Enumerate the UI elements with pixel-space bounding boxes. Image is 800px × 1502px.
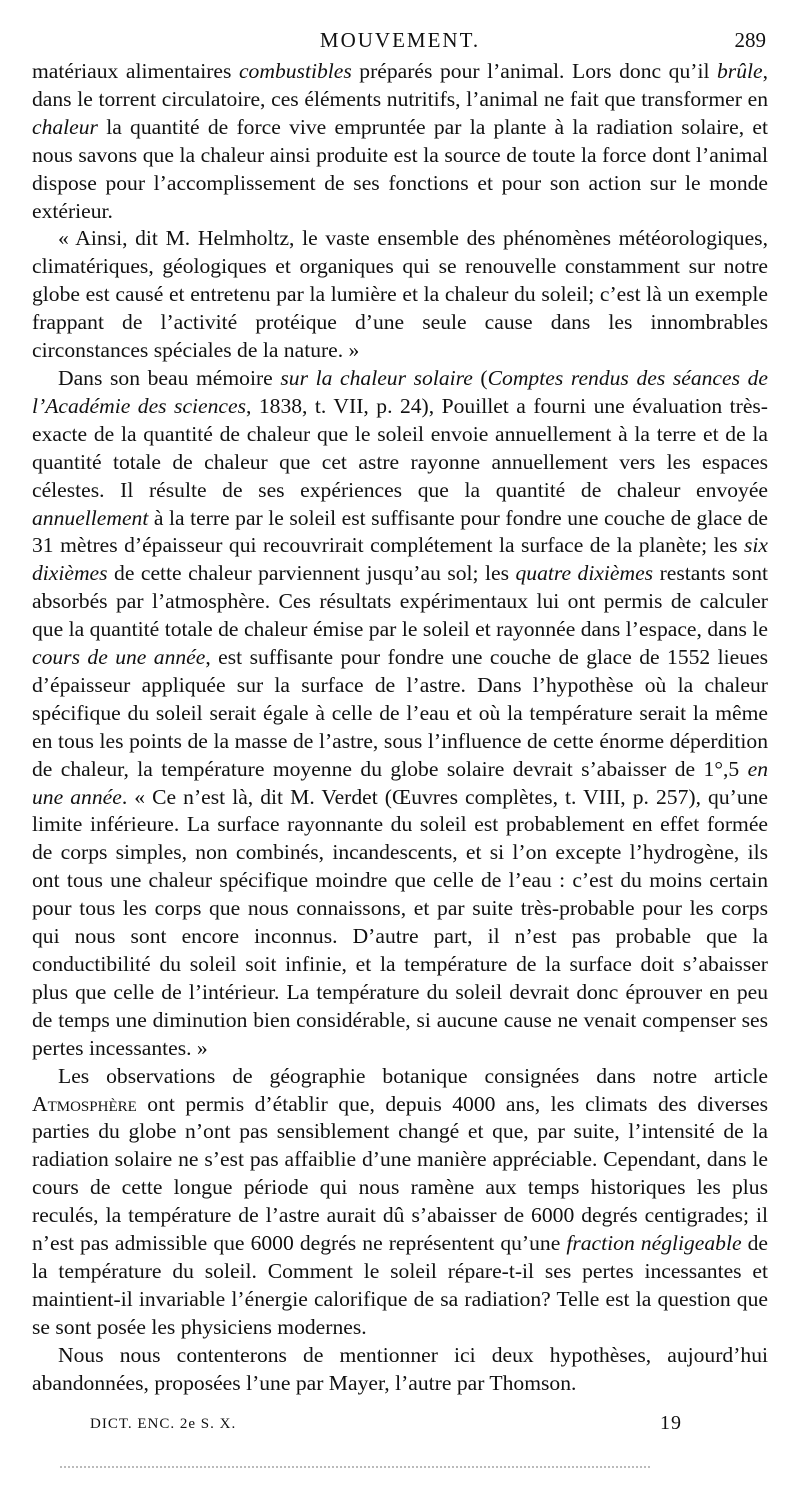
- text-run: de cette chaleur parviennent jusqu’au sol; les: [107, 561, 516, 586]
- italic-text: Comptes rendus des séances de l’Académie des sciences: [32, 365, 769, 418]
- text-run: Les observations de géographie botanique consignées dans notre article: [58, 1063, 768, 1088]
- text-run: préparés pour l’animal. Lors donc qu’il: [351, 59, 717, 83]
- signature-number: 19: [660, 1411, 682, 1434]
- text-run: à la terre par le soleil est suffisante pour fondre une couche de glace de 31 mètres d’épaisseur qui recouvrirait complétement la surface de la planète; les: [32, 505, 768, 558]
- italic-text: chaleur: [32, 114, 98, 139]
- text-run: , dans le torrent circulatoire, ces éléments nutritifs, l’animal ne fait que transformer en: [32, 59, 768, 111]
- running-head: [32, 22, 768, 58]
- body-text: [32, 58, 768, 1398]
- bottom-edge-marks: [60, 1466, 650, 1471]
- text-run: Nous nous contenterons de mentionner ici deux hypothèses, aujourd’hui abandonnées, proposées l’une par Mayer, l’autre par Thomson.: [32, 1342, 768, 1395]
- text-run: la quantité de force vive empruntée par la plante à la radiation solaire, et nous savons que la chaleur ainsi produite est la source de toute la force dont l’animal dispose pour l’accomplissement de ses fonctions et pour son action sur le monde extérieur.: [32, 114, 768, 223]
- italic-text: combustibles: [238, 59, 352, 83]
- text-run: . « Ce n’est là, dit M. Verdet (Œuvres complètes, t. VIII, p. 257), qu’une limite inférieure. La surface rayonnante du soleil est probablement en effet formée de corps simples, non combinés, incandescents, et si l’on excepte l’hydrogène, ils ont tous une chaleur spécifique moindre que celle de l’eau : c’est du moins certain pour tous les corps que nous connaissons, et par suite très-probable pour les corps qui nous sont encore inconnus. D’autre part, il n’est pas probable que la conductibilité du soleil soit infinie, et la température de la surface doit s’abaisser plus que celle de l’intérieur. La température du soleil devrait donc éprouver en peu de temps une diminution bien considérable, si aucune cause ne venait compenser ses pertes incessantes. »: [32, 784, 768, 1060]
- paragraph: [32, 365, 768, 1063]
- text-run: , est suffisante pour fondre une couche de glace de 1552 lieues d’épaisseur appliquée sur la surface de l’astre. Dans l’hypothèse où la chaleur spécifique du soleil serait égale à celle de l’eau et où la température serait la même en tous les points de la masse de l’astre, sous l’influence de cette énorme déperdition de chaleur, la température moyenne du globe solaire devrait s’abaisser de 1°,5: [32, 645, 768, 781]
- italic-text: brûle: [717, 59, 763, 83]
- text-run: ont permis d’établir que, depuis 4000 ans, les climats des diverses parties du globe n’ont pas sensiblement changé et que, par suite, l’intensité de la radiation solaire ne s’est pas affaiblie d’une manière appréciable. Cependant, dans le cours de cette longue période qui nous ramène aux temps historiques les plus reculés, la température de l’astre aurait dû s’abaisser de 6000 degrés centigrades; il n’est pas admissible que 6000 degrés ne représentent qu’une: [32, 1091, 768, 1256]
- printer-signature-line: [32, 1408, 768, 1448]
- paragraph: [32, 58, 768, 225]
- italic-text: cours de une année: [32, 645, 206, 670]
- italic-text: sur la chaleur solaire: [280, 365, 473, 390]
- text-run: de la température du soleil. Comment le soleil répare-t-il ses pertes incessantes et maintient-il invariable l’énergie calorifique de sa radiation? Telle est la question que se sont posée les physiciens modernes.: [32, 1231, 768, 1339]
- paragraph: [32, 1063, 768, 1342]
- paragraph: [32, 225, 768, 365]
- running-head-title: MOUVEMENT.: [319, 28, 481, 52]
- page-number: 289: [734, 28, 766, 52]
- text-run: Dans son beau mémoire: [58, 365, 281, 390]
- italic-text: fraction négligeable: [566, 1231, 742, 1256]
- small-caps-text: Atmosphère: [32, 1091, 137, 1116]
- italic-text: six dixièmes: [32, 533, 768, 586]
- text-run: « Ainsi, dit M. Helmholtz, le vaste ensemble des phénomènes météorologiques, climatériques, géologiques et organiques qui se renouvelle constamment sur notre globe est causé et entretenu par la lumière et la chaleur du soleil; c’est là un exemple frappant de l’activité protéique d’une seule cause dans les innombrables circonstances spéciales de la nature. »: [32, 226, 768, 363]
- text-run: (: [472, 365, 488, 390]
- signature-mark: DICT. ENC. 2e S. X.: [90, 1415, 237, 1432]
- book-page: [32, 22, 768, 1448]
- italic-text: quatre dixièmes: [515, 561, 654, 586]
- text-run: restants sont absorbés par l’atmosphère. Ces résultats expérimentaux lui ont permis de calculer que la quantité totale de chaleur émise par le soleil et rayonnée dans l’espace, dans le: [32, 561, 768, 642]
- italic-text: annuellement: [32, 505, 149, 530]
- text-run: matériaux alimentaires: [32, 59, 239, 83]
- paragraph: [32, 1342, 768, 1398]
- italic-text: en une année: [32, 756, 768, 809]
- text-run: , 1838, t. VII, p. 24), Pouillet a fourni une évaluation très-exacte de la quantité de chaleur que le soleil envoie annuellement à la terre et de la quantité totale de chaleur que cet astre rayonne annuellement vers les espaces célestes. Il résulte de ses expériences que la quantité de chaleur envoyée: [32, 393, 769, 502]
